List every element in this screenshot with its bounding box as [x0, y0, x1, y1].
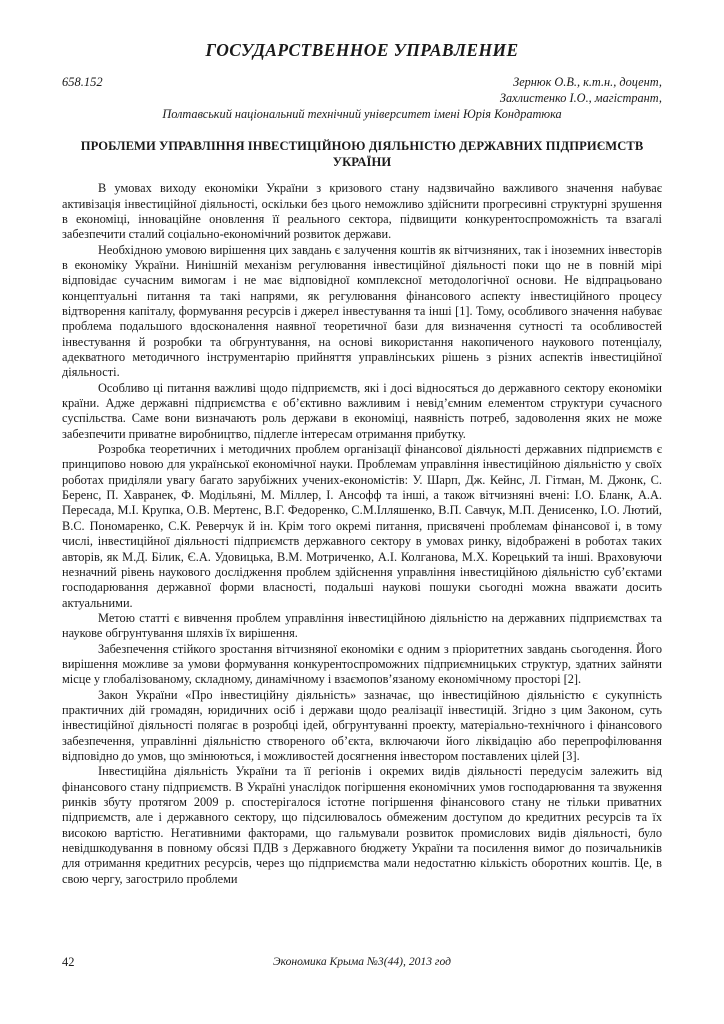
page-footer	[62, 955, 662, 973]
body-paragraph: В умовах виходу економіки України з кризового стану надзвичайно важливого значення набуває активізація інвестиційної діяльності, оскільки без цього неможливо здійснити прогресивні структурні зрушення в економіці, інноваційне оновлення її реального сектора, підвищити конкурентоспроможність та взагалі забезпечити сталий соціально-економічний розвиток держави.	[62, 181, 662, 242]
author-name-2: Захлистенко І.О., магістрант,	[499, 91, 662, 106]
udc-code: 658.152	[62, 75, 103, 90]
body-paragraph: Особливо ці питання важливі щодо підприємств, які і досі відносяться до державного сектору економіки країни. Адже державні підприємства є об’єктивно важливим і невід’ємним елементом структури сучасного суспільства. Саме вони визначають роль держави в економіці, наявність потреб, задоволення яких не може забезпечити приватне виробництво, підлегле інтересам отримання прибутку.	[62, 380, 662, 441]
page-number: 42	[62, 955, 75, 969]
author-list	[62, 74, 662, 106]
body-paragraph: Розробка теоретичних і методичних проблем організації фінансової діяльності державних підприємств є принципово новою для української економічної науки. Проблемам управління інвестиційною діяльністю у своїх роботах приділяли увагу багато зарубіжних учених-економістів: У. Шарп, Дж. Кейнс, Л. Гітман, М. Джонк, С. Беренс, П. Хавранек, Ф. Модільяні, М. Міллер, І. Ансофф та інші, а також вітчизняні вчені: І.О. Бланк, А.А. Пересада, М.І. Крупка, О.В. Мертенс, В.Г. Федоренко, С.М.Ілляшенко, В.П. Савчук, М.П. Денисенко, І.О. Лютий, В.С. Пономаренко, С.К. Реверчук й ін. Крім того окремі питання, присвячені проблемам фінансової і, в тому числі, інвестиційної діяльності підприємств державного сектору в умовах ринку, відображені в роботах таких авторів, як М.Д. Білик, Є.А. Удовицька, В.М. Мотриченко, А.І. Колганова, М.Х. Корецький та інші. Враховуючи незначний рівень наукового дослідження проблем здійснення управління інвестиційною діяльністю суб’єктами господарювання державної форми власності, подальші наукові пошуки сьогодні можна вважати досить актуальними.	[62, 442, 662, 610]
article-body	[62, 181, 662, 887]
body-paragraph: Метою статті є вивчення проблем управління інвестиційною діяльністю на державних підприємствах та наукове обгрунтування шляхів їх вирішення.	[62, 610, 662, 641]
body-paragraph: Забезпечення стійкого зростання вітчизняної економіки є одним з пріоритетних завдань сьогодення. Його вирішення можливе за умови формування конкурентоспроможних підприємницьких структур, здатних зайняти місце у глобалізованому, складному, динамічному і взаємопов’язаному економічному просторі [2].	[62, 641, 662, 687]
journal-section-header: ГОСУДАРСТВЕННОЕ УПРАВЛЕНИЕ	[205, 40, 519, 60]
body-paragraph: Необхідною умовою вирішення цих завдань є залучення коштів як вітчизняних, так і іноземних інвесторів в економіку України. Нинішній механізм регулювання інвестиційної діяльності поки що не в повній мірі відповідає сучасним вимогам і не має відповідної комплексної методологічної основи. Не відпрацьовано концептуальні питання та такі напрями, як регулювання фінансового аспекту інвестиційного процесу відтворення капіталу, формування ресурсів і джерел інвестування та інші [1]. Тому, особливого значення набуває проблема подальшого вдосконалення наявної теоретичної бази для визначення сутності та особливостей інвестування й розробки та обгрунтування, на основі використання накопиченого наукового потенціалу, адекватного методичного інструментарію прийняття управлінських рішень з різних аспектів інвестиційної діяльності.	[62, 242, 662, 380]
article-title: ПРОБЛЕМИ УПРАВЛІННЯ ІНВЕСТИЦІЙНОЮ ДІЯЛЬНІСТЮ ДЕРЖАВНИХ ПІДПРИЄМСТВ УКРАЇНИ	[80, 139, 644, 170]
body-paragraph: Інвестиційна діяльність України та її регіонів і окремих видів діяльності передусім залежить від фінансового стану підприємств. В Україні унаслідок погіршення економічних умов господарювання та звуження ринків збуту протягом 2009 р. спостерігалося істотне погіршення фінансового стану не тільки приватних підприємств, але і державного сектору, що підсилювалось обмеженим доступом до кредитних ресурсів та їх високою вартістю. Негативними факторами, що гальмували розвиток промислових видів діяльності, було невідшкодування в повному обсязі ПДВ з Державного бюджету України та посилення вимог до позичальників для отримання кредитних ресурсів, через що підприємства мали недостатню кількість оборотних коштів. Це, в свою чергу, загострило проблеми	[62, 764, 662, 886]
page-content	[62, 0, 662, 887]
body-paragraph: Закон України «Про інвестиційну діяльність» зазначає, що інвестиційною діяльністю є сукупність практичних дій громадян, юридичних осіб і держави щодо реалізації інвестицій. Згідно з цим Законом, суть інвестиційної діяльності полягає в розробці ідей, обгрунтуванні проекту, матеріально-технічного і фінансового забезпечення, управлінні діяльністю створеного об’єкта, включаючи його ліквідацію або перепрофілювання відповідно до умов, що змінюються, і можливостей досягнення інвестором поставлених цілей [3].	[62, 687, 662, 763]
journal-citation: Экономика Крыма №3(44), 2013 год	[273, 955, 451, 968]
article-metadata	[62, 74, 662, 124]
author-affiliation: Полтавський національний технічний університет імені Юрія Кондратюка	[162, 107, 562, 122]
author-name-1: Зернюк О.В., к.т.н., доцент,	[513, 75, 662, 90]
